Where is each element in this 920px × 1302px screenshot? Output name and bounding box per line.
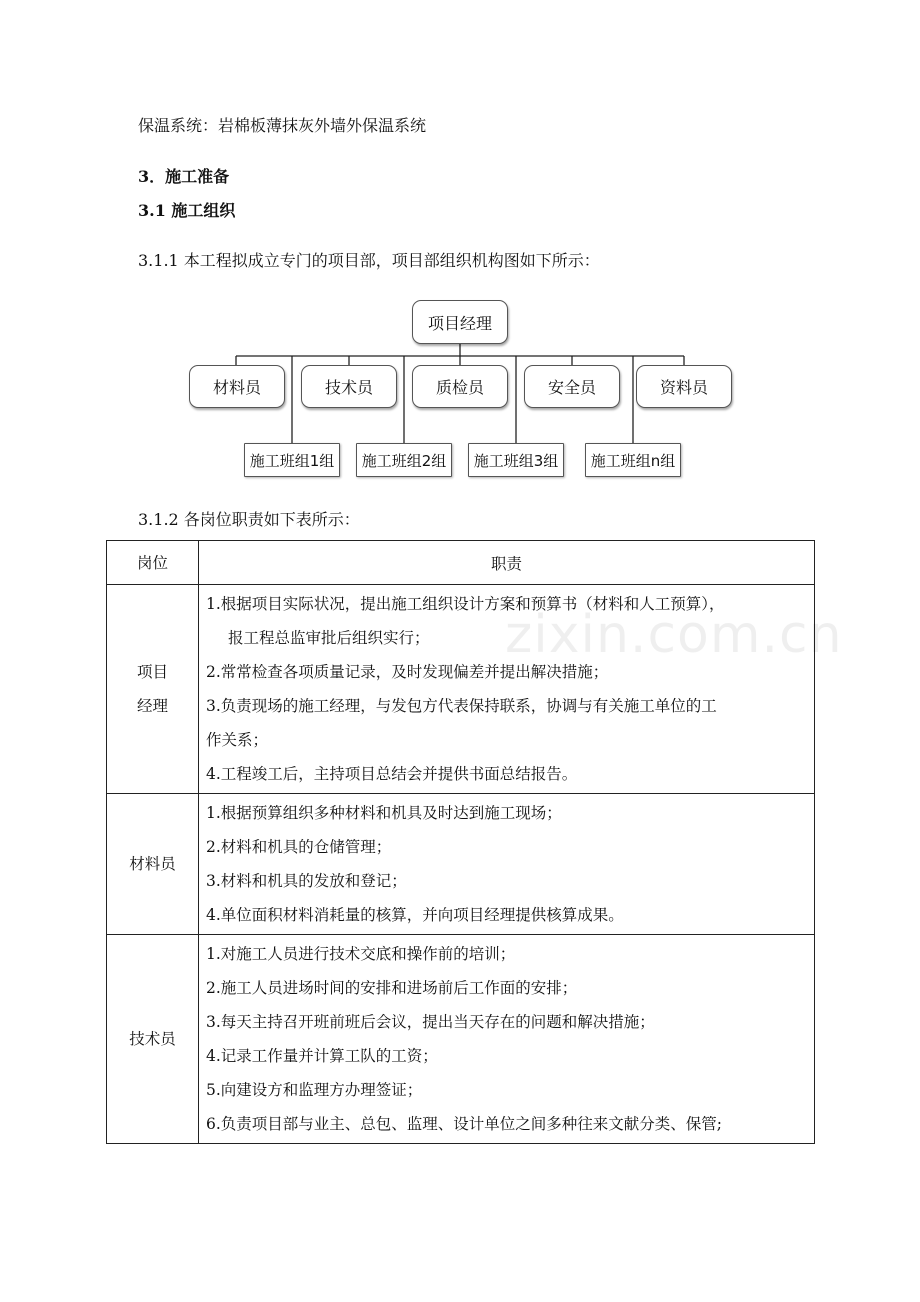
duty-item: 2.施工人员进场时间的安排和进场前后工作面的安排； [206, 979, 578, 997]
duty-text: 1.根据项目实际状况，提出施工组织设计方案和预算书（材料和人工预算）， [206, 595, 725, 613]
subsection-heading: 3.1 施工组织 [138, 201, 236, 220]
duty-item: 3.每天主持召开班前班后会议，提出当天存在的问题和解决措施； [206, 1013, 655, 1031]
table-row [107, 794, 815, 935]
header-duties: 职责 [199, 541, 815, 585]
org-node-position: 资料员 [636, 365, 732, 408]
table-row [107, 935, 815, 1144]
watermark: zixin.com.cn [505, 605, 843, 665]
header-position: 岗位 [107, 541, 199, 585]
role-cell [107, 935, 199, 1144]
org-node-group: 施工班组n组 [585, 443, 681, 477]
duty-text-continued: 作关系； [206, 731, 269, 749]
org-node-position: 材料员 [189, 365, 285, 408]
org-intro: 3.1.1 本工程拟成立专门的项目部，项目部组织机构图如下所示： [138, 251, 600, 270]
duty-text: 3.负责现场的施工经理，与发包方代表保持联系，协调与有关施工单位的工 [206, 697, 717, 715]
duties-cell [199, 935, 815, 1144]
duty-item: 1.对施工人员进行技术交底和操作前的培训； [206, 945, 516, 963]
role-label: 材料员 [129, 855, 176, 873]
duty-item: 4.工程竣工后，主持项目总结会并提供书面总结报告。 [206, 765, 578, 783]
role-cell [107, 794, 199, 935]
table-header-row [107, 541, 815, 585]
duty-item: 4.记录工作量并计算工队的工资； [206, 1047, 438, 1065]
org-node-position: 质检员 [412, 365, 508, 408]
org-node-group: 施工班组2组 [356, 443, 452, 477]
duty-item: 2.材料和机具的仓储管理； [206, 838, 392, 856]
role-label: 技术员 [129, 1030, 176, 1048]
org-node-project-manager: 项目经理 [412, 300, 508, 344]
duty-item: 3.材料和机具的发放和登记； [206, 872, 407, 890]
duty-item [206, 689, 814, 757]
duties-cell [199, 794, 815, 935]
org-node-group: 施工班组1组 [244, 443, 340, 477]
role-label: 经理 [136, 697, 168, 715]
duty-text-continued: 报工程总监审批后组织实行； [228, 629, 430, 647]
duty-item [206, 587, 814, 655]
duty-item: 4.单位面积材料消耗量的核算，并向项目经理提供核算成果。 [206, 906, 624, 924]
duty-item: 5.向建设方和监理方办理签证； [206, 1081, 423, 1099]
duty-item: 6.负责项目部与业主、总包、监理、设计单位之间多种往来文献分类、保管; [206, 1115, 723, 1133]
org-node-group: 施工班组3组 [468, 443, 564, 477]
duty-item: 2.常常检查各项质量记录，及时发现偏差并提出解决措施； [206, 663, 609, 681]
org-node-position: 技术员 [301, 365, 397, 408]
duties-table [106, 540, 815, 1144]
intro-line: 保温系统：岩棉板薄抹灰外墙外保温系统 [138, 116, 427, 135]
table-intro: 3.1.2 各岗位职责如下表所示： [138, 510, 360, 529]
duties-cell [199, 585, 815, 794]
role-cell [107, 585, 199, 794]
table-row [107, 585, 815, 794]
duty-item: 1.根据预算组织多种材料和机具及时达到施工现场； [206, 804, 562, 822]
section-heading: 3．施工准备 [138, 167, 230, 186]
org-node-position: 安全员 [524, 365, 620, 408]
role-label: 项目 [136, 663, 168, 681]
